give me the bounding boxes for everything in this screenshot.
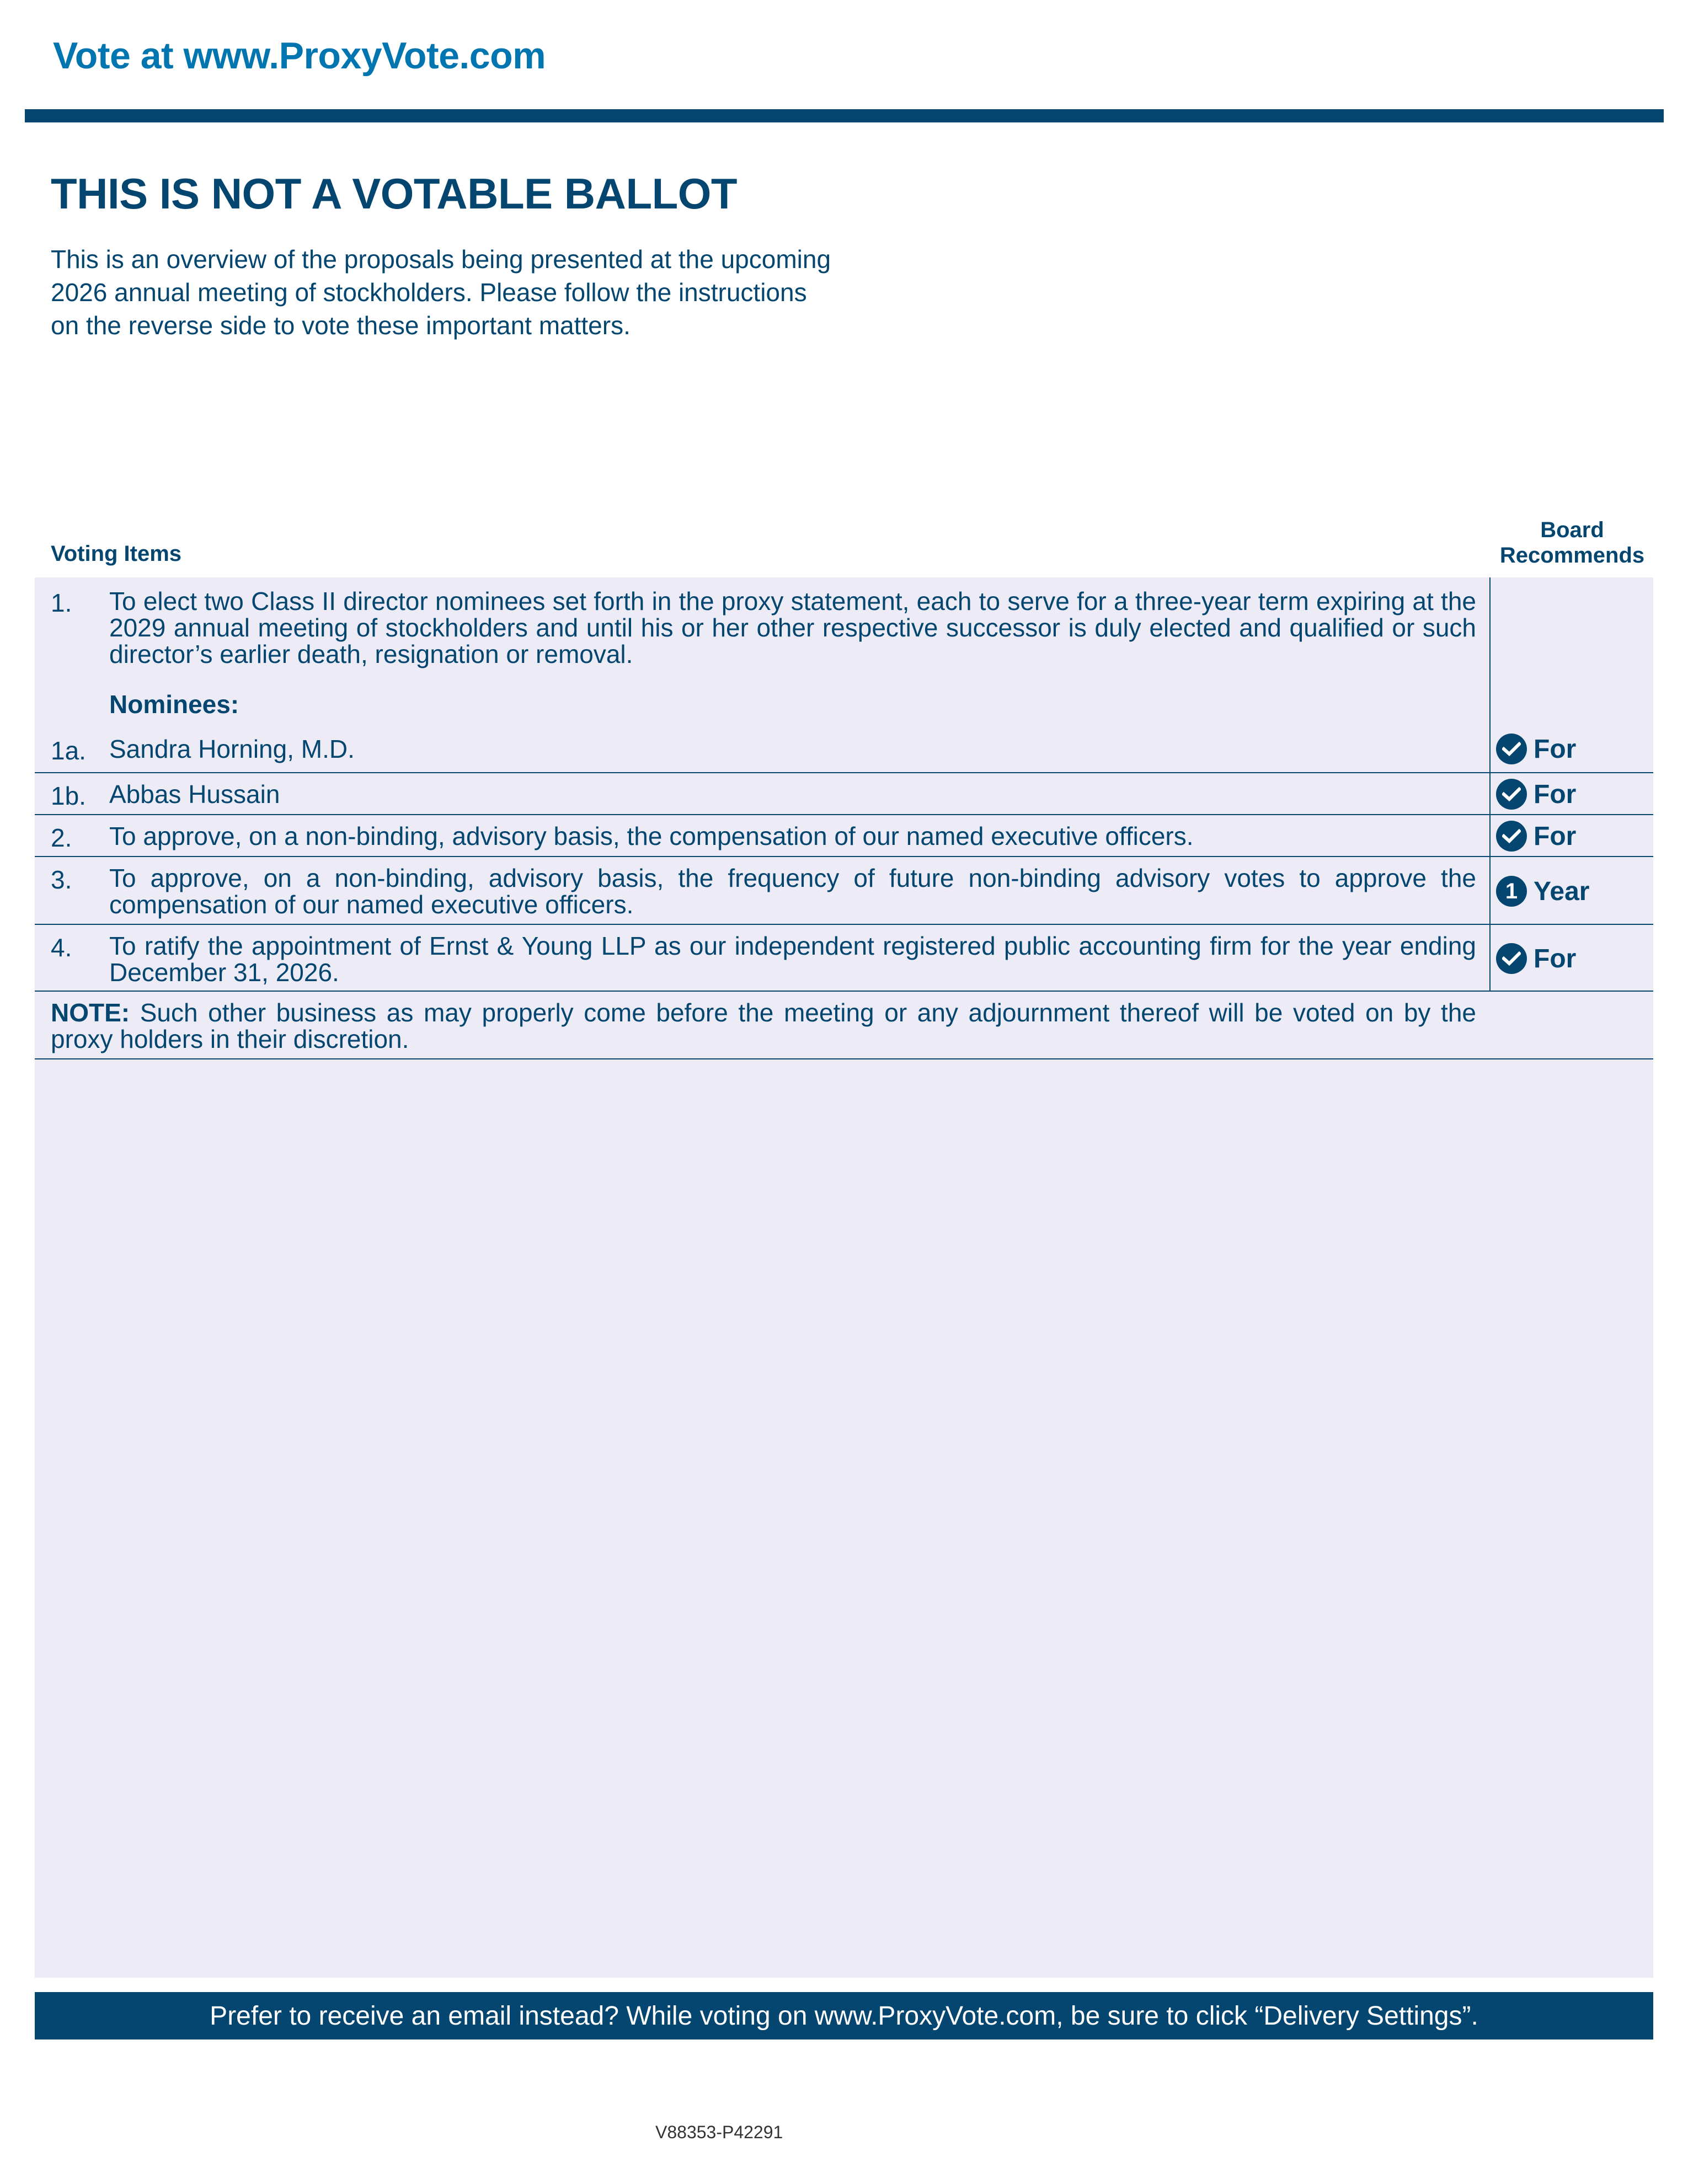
document-code: V88353-P42291 bbox=[655, 2122, 783, 2142]
recommendation-label: Year bbox=[1534, 876, 1590, 906]
item-number: 2. bbox=[51, 823, 72, 852]
row-divider bbox=[35, 814, 1653, 815]
item-number: 1. bbox=[51, 588, 72, 617]
check-circle-icon bbox=[1496, 734, 1527, 764]
item-text: To approve, on a non-binding, advisory basis, the frequency of future non-binding advisory votes to approve the compensation of our named executive officers. bbox=[109, 864, 1476, 919]
recommendation-label: For bbox=[1534, 821, 1577, 851]
icon-digit: 1 bbox=[1505, 879, 1518, 903]
note-label: NOTE: bbox=[51, 998, 130, 1027]
note-body: Such other business as may properly come before the meeting or any adjournment thereof will be voted on by the proxy holders in their discretion. bbox=[51, 998, 1476, 1053]
recommendation-label: For bbox=[1534, 944, 1577, 973]
check-circle-icon bbox=[1496, 779, 1527, 810]
board-recommendation bbox=[1496, 943, 1576, 974]
row-divider bbox=[35, 856, 1653, 857]
item-number: 3. bbox=[51, 865, 72, 894]
check-circle-icon bbox=[1496, 821, 1527, 852]
column-header-board-recommends bbox=[1489, 517, 1655, 568]
column-header-voting-items: Voting Items bbox=[51, 542, 182, 566]
email-delivery-text: Prefer to receive an email instead? While voting on www.ProxyVote.com, be sure to click “Delivery Settings”. bbox=[210, 2001, 1478, 2031]
item-text: To approve, on a non-binding, advisory basis, the compensation of our named executive officers. bbox=[109, 822, 1194, 850]
item-text: To ratify the appointment of Ernst & Young LLP as our independent registered public accounting firm for the year ending December 31, 2026. bbox=[109, 932, 1476, 987]
board-recommendation bbox=[1496, 779, 1576, 810]
row-divider bbox=[35, 924, 1653, 925]
item-number: 1b. bbox=[51, 781, 86, 810]
intro-paragraph: This is an overview of the proposals being presented at the upcoming 2026 annual meeting of stockholders. Please follow the instructions on the reverse side to vote these important matters. bbox=[51, 245, 831, 340]
recommendation-label: For bbox=[1534, 779, 1577, 809]
email-delivery-banner bbox=[35, 1992, 1653, 2040]
header-divider-bar bbox=[25, 109, 1664, 122]
page-title: THIS IS NOT A VOTABLE BALLOT bbox=[51, 169, 738, 218]
one-circle-icon bbox=[1496, 876, 1527, 907]
proxyvote-link[interactable]: Vote at www.ProxyVote.com bbox=[53, 35, 546, 77]
board-recommendation bbox=[1496, 876, 1589, 907]
nominees-label: Nominees: bbox=[109, 690, 239, 719]
recommendation-label: For bbox=[1534, 734, 1577, 764]
board-recommends-label: Board Recommends bbox=[1499, 518, 1645, 568]
item-text: To elect two Class II director nominees set forth in the proxy statement, each to serve for a three-year term expiring at the 2029 annual meeting of stockholders and until his or her other respective successor is duly elected and qualified or such director’s earlier death, resignation or removal. bbox=[109, 587, 1476, 668]
nominee-name: Abbas Hussain bbox=[109, 780, 280, 809]
nominee-name: Sandra Horning, M.D. bbox=[109, 735, 355, 763]
row-divider bbox=[35, 991, 1653, 992]
row-divider bbox=[35, 1058, 1653, 1059]
check-circle-icon bbox=[1496, 943, 1527, 974]
board-recommendation bbox=[1496, 734, 1576, 764]
row-divider bbox=[35, 772, 1653, 773]
note-text bbox=[51, 999, 1476, 1052]
board-recommendation bbox=[1496, 821, 1576, 852]
item-number: 1a. bbox=[51, 736, 86, 765]
item-number: 4. bbox=[51, 933, 72, 962]
column-divider bbox=[1489, 577, 1491, 991]
